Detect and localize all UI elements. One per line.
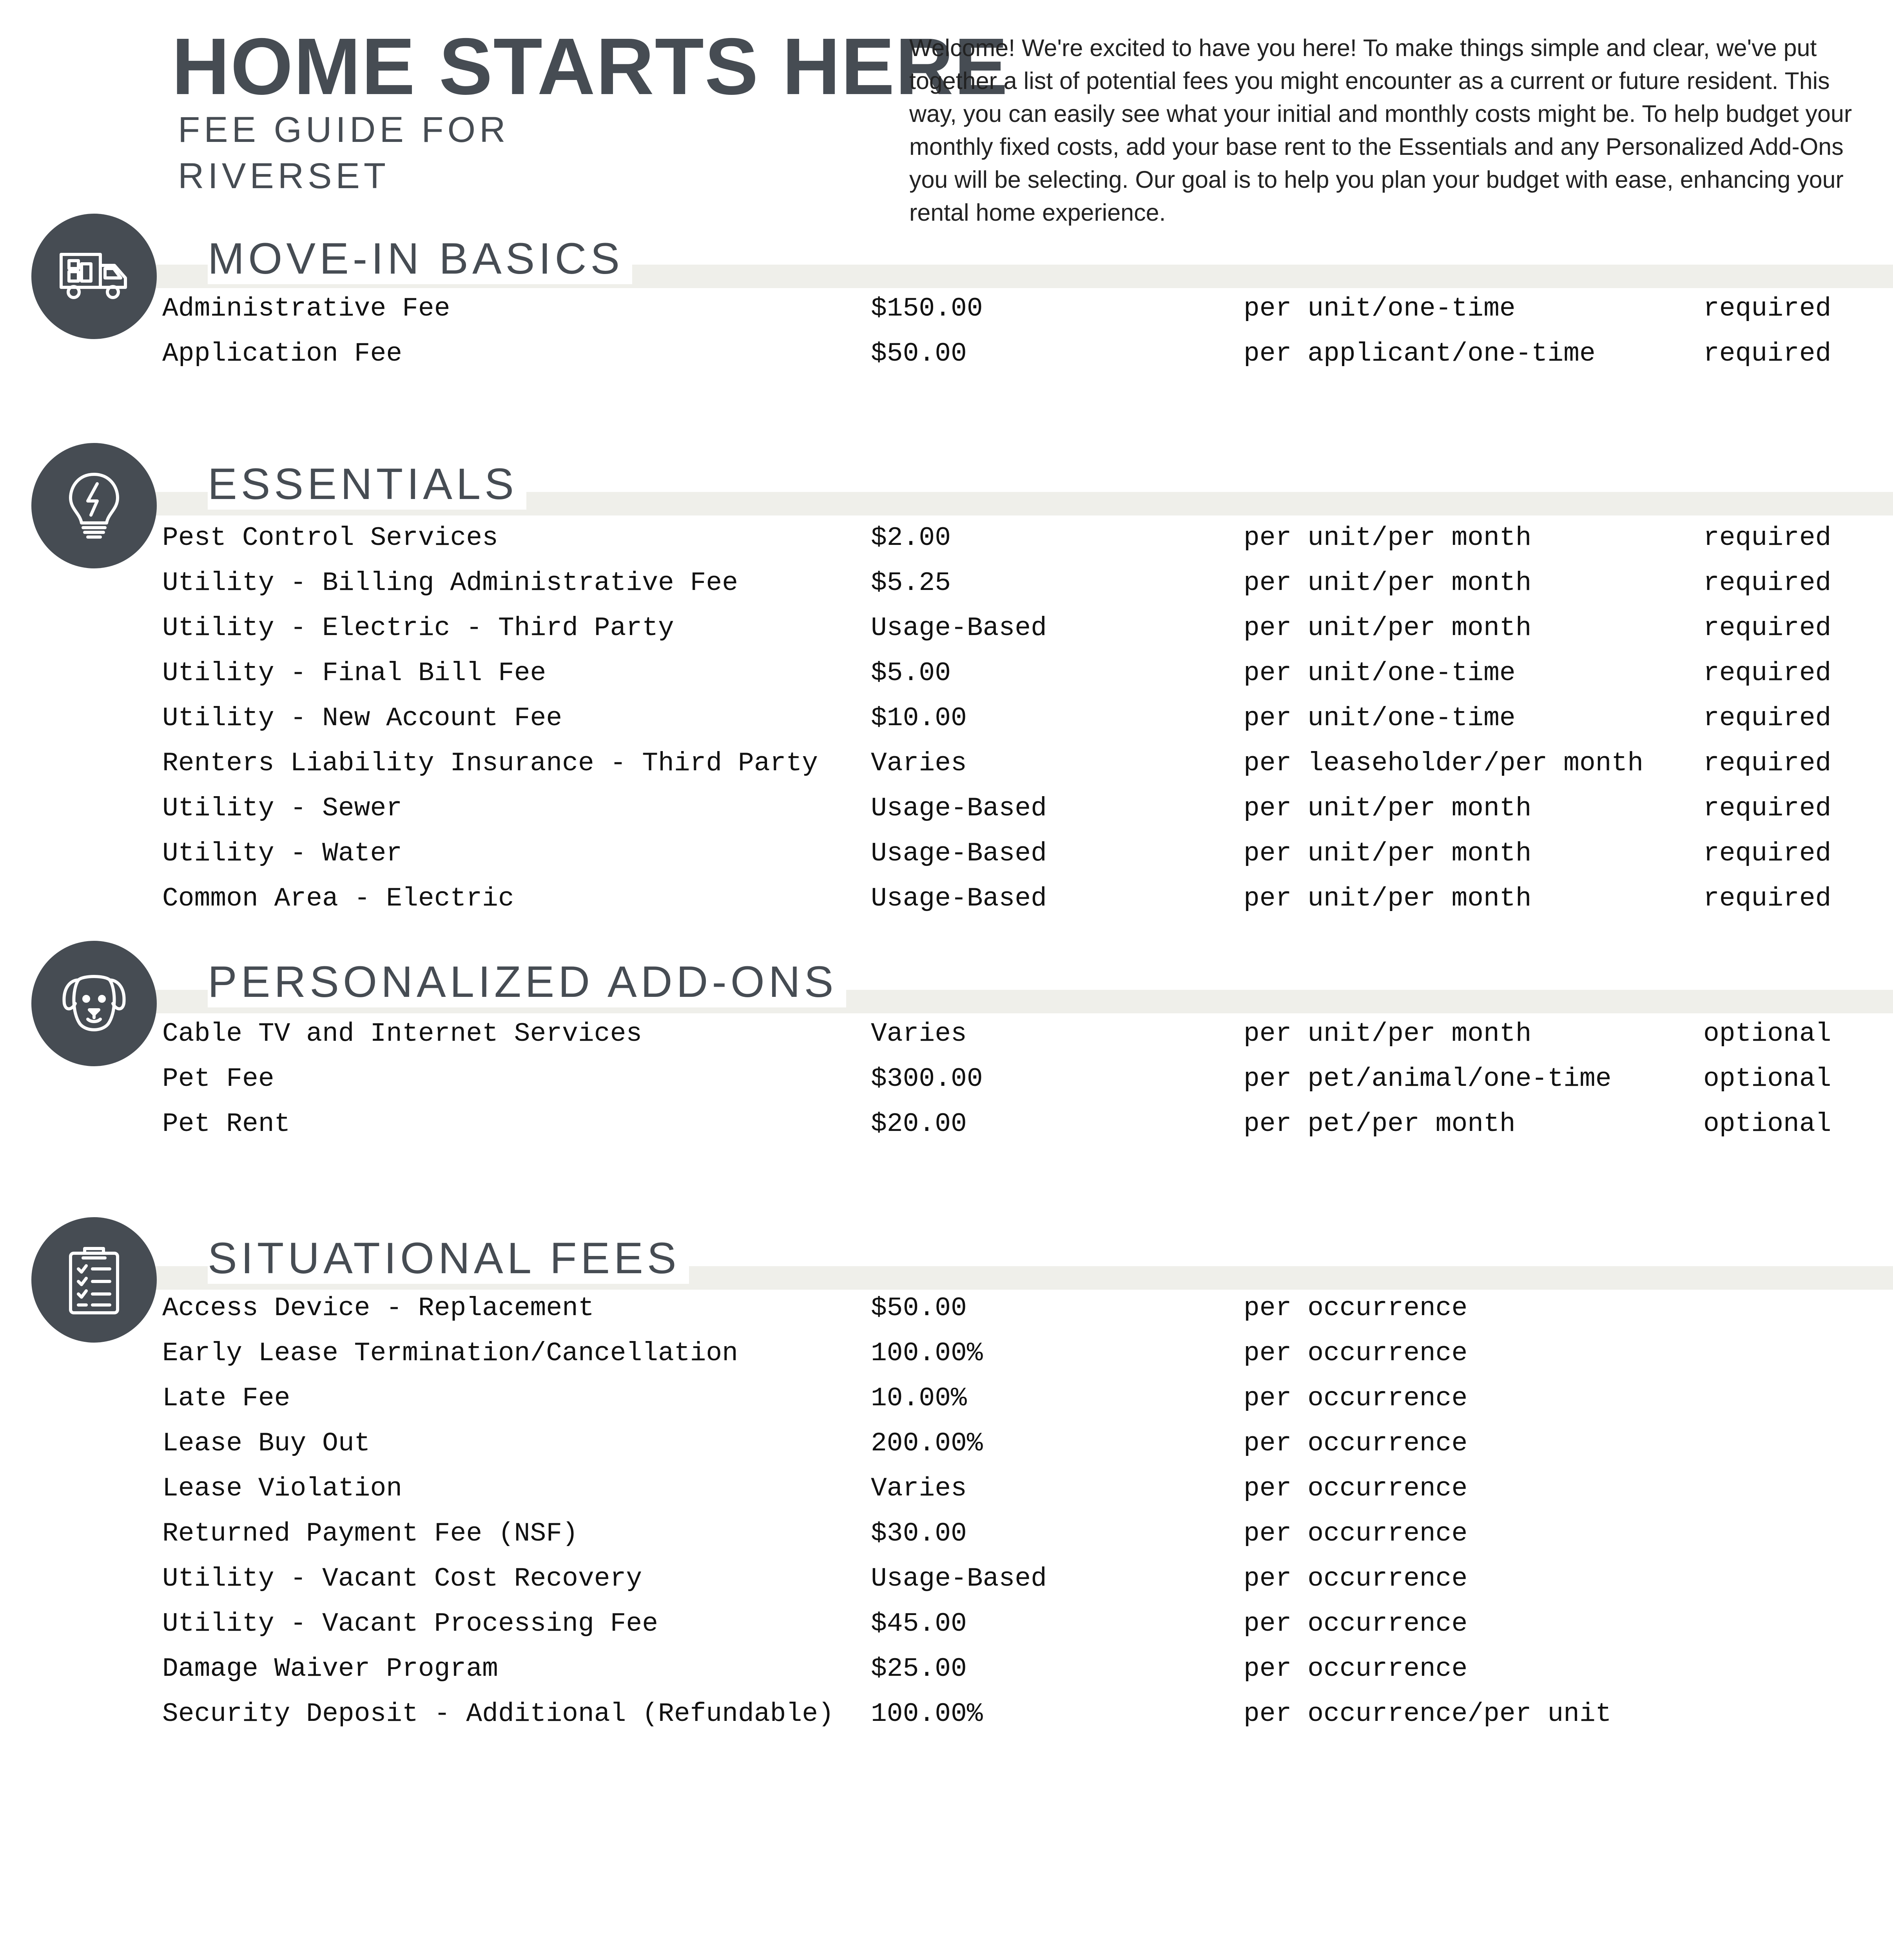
- fee-basis: per unit/one-time: [1244, 703, 1516, 733]
- fee-amount: Usage-Based: [871, 613, 1047, 643]
- fee-name: Utility - New Account Fee: [162, 703, 562, 733]
- fee-amount: $25.00: [871, 1654, 967, 1684]
- fee-name: Utility - Final Bill Fee: [162, 658, 546, 688]
- fee-basis: per leaseholder/per month: [1244, 748, 1644, 779]
- fee-name: Lease Violation: [162, 1474, 403, 1504]
- fee-list: [0, 1286, 1893, 1737]
- fee-row: [0, 831, 1893, 876]
- fee-name: Utility - Vacant Cost Recovery: [162, 1564, 642, 1594]
- fee-row: [0, 1331, 1893, 1376]
- fee-amount: 100.00%: [871, 1699, 983, 1729]
- fee-basis: per unit/per month: [1244, 613, 1532, 643]
- fee-row: [0, 1376, 1893, 1421]
- fee-amount: $30.00: [871, 1519, 967, 1549]
- fee-row: [0, 1102, 1893, 1147]
- fee-amount: Varies: [871, 1474, 967, 1504]
- subtitle-line-2: RIVERSET: [178, 156, 390, 196]
- fee-row: [0, 1421, 1893, 1466]
- fee-name: Pet Rent: [162, 1109, 290, 1139]
- fee-requirement: optional: [1703, 1109, 1831, 1139]
- fee-name: Application Fee: [162, 339, 403, 369]
- fee-basis: per unit/one-time: [1244, 294, 1516, 324]
- fee-name: Access Device - Replacement: [162, 1293, 594, 1323]
- fee-amount: $45.00: [871, 1609, 967, 1639]
- fee-requirement: optional: [1703, 1019, 1831, 1049]
- section-title: SITUATIONAL FEES: [208, 1233, 689, 1284]
- fee-basis: per unit/per month: [1244, 793, 1532, 824]
- fee-amount: 200.00%: [871, 1428, 983, 1459]
- fee-name: Pet Fee: [162, 1064, 274, 1094]
- fee-amount: $20.00: [871, 1109, 967, 1139]
- fee-requirement: required: [1703, 884, 1831, 914]
- fee-name: Common Area - Electric: [162, 884, 514, 914]
- fee-amount: Varies: [871, 748, 967, 779]
- page-subtitle: [178, 107, 531, 199]
- fee-row: [0, 286, 1893, 331]
- fee-requirement: required: [1703, 703, 1831, 733]
- fee-name: Cable TV and Internet Services: [162, 1019, 642, 1049]
- fee-basis: per unit/per month: [1244, 884, 1532, 914]
- fee-row: [0, 1511, 1893, 1556]
- subtitle-line-1: FEE GUIDE FOR: [178, 110, 510, 150]
- fee-amount: Usage-Based: [871, 884, 1047, 914]
- intro-paragraph: Welcome! We're excited to have you here! To make things simple and clear, we've put together a list of potential fees you might encounter as a current or future resident. This way, you can easily see what your initial and monthly costs might be. To help budget your monthly fixed costs, add your base rent to the Essentials and any Personalized Add-Ons you will be selecting. Our goal is to help you plan your budget with ease, enhancing your rental home experience.: [909, 34, 1852, 226]
- fee-requirement: required: [1703, 748, 1831, 779]
- fee-basis: per occurrence: [1244, 1338, 1468, 1368]
- fee-amount: $300.00: [871, 1064, 983, 1094]
- fee-requirement: required: [1703, 294, 1831, 324]
- fee-basis: per unit/per month: [1244, 568, 1532, 598]
- fee-basis: per occurrence: [1244, 1428, 1468, 1459]
- fee-basis: per pet/per month: [1244, 1109, 1516, 1139]
- fee-basis: per occurrence/per unit: [1244, 1699, 1612, 1729]
- fee-basis: per unit/per month: [1244, 838, 1532, 869]
- fee-name: Administrative Fee: [162, 294, 450, 324]
- fee-basis: per occurrence: [1244, 1564, 1468, 1594]
- fee-amount: $50.00: [871, 339, 967, 369]
- fee-basis: per unit/per month: [1244, 523, 1532, 553]
- fee-requirement: required: [1703, 793, 1831, 824]
- fee-name: Utility - Water: [162, 838, 403, 869]
- section-title: PERSONALIZED ADD-ONS: [208, 956, 846, 1007]
- fee-name: Utility - Billing Administrative Fee: [162, 568, 738, 598]
- fee-name: Damage Waiver Program: [162, 1654, 498, 1684]
- fee-row: [0, 515, 1893, 561]
- section-title: MOVE-IN BASICS: [208, 233, 632, 284]
- fee-amount: $2.00: [871, 523, 951, 553]
- fee-name: Renters Liability Insurance - Third Party: [162, 748, 818, 779]
- fee-requirement: optional: [1703, 1064, 1831, 1094]
- fee-requirement: required: [1703, 523, 1831, 553]
- fee-amount: $5.00: [871, 658, 951, 688]
- fee-row: [0, 786, 1893, 831]
- fee-list: [0, 515, 1893, 921]
- fee-amount: $10.00: [871, 703, 967, 733]
- fee-amount: Varies: [871, 1019, 967, 1049]
- fee-basis: per unit/one-time: [1244, 658, 1516, 688]
- fee-basis: per occurrence: [1244, 1519, 1468, 1549]
- fee-basis: per occurrence: [1244, 1474, 1468, 1504]
- fee-name: Returned Payment Fee (NSF): [162, 1519, 578, 1549]
- fee-basis: per occurrence: [1244, 1654, 1468, 1684]
- fee-requirement: required: [1703, 658, 1831, 688]
- fee-row: [0, 741, 1893, 786]
- fee-amount: $150.00: [871, 294, 983, 324]
- fee-amount: Usage-Based: [871, 838, 1047, 869]
- fee-basis: per occurrence: [1244, 1293, 1468, 1323]
- fee-basis: per unit/per month: [1244, 1019, 1532, 1049]
- fee-requirement: required: [1703, 568, 1831, 598]
- fee-name: Lease Buy Out: [162, 1428, 370, 1459]
- fee-basis: per occurrence: [1244, 1383, 1468, 1414]
- fee-amount: Usage-Based: [871, 793, 1047, 824]
- fee-row: [0, 1691, 1893, 1737]
- fee-row: [0, 1286, 1893, 1331]
- fee-list: [0, 286, 1893, 376]
- fee-row: [0, 876, 1893, 921]
- fee-row: [0, 1646, 1893, 1691]
- fee-row: [0, 331, 1893, 376]
- fee-row: [0, 1601, 1893, 1646]
- fee-name: Pest Control Services: [162, 523, 498, 553]
- fee-row: [0, 651, 1893, 696]
- section-title: ESSENTIALS: [208, 459, 526, 510]
- fee-name: Utility - Sewer: [162, 793, 403, 824]
- fee-amount: $5.25: [871, 568, 951, 598]
- fee-row: [0, 606, 1893, 651]
- fee-amount: $50.00: [871, 1293, 967, 1323]
- fee-basis: per pet/animal/one-time: [1244, 1064, 1612, 1094]
- fee-name: Late Fee: [162, 1383, 290, 1414]
- fee-row: [0, 561, 1893, 606]
- fee-name: Utility - Electric - Third Party: [162, 613, 674, 643]
- fee-basis: per applicant/one-time: [1244, 339, 1596, 369]
- fee-amount: 100.00%: [871, 1338, 983, 1368]
- fee-list: [0, 1011, 1893, 1147]
- fee-row: [0, 696, 1893, 741]
- fee-row: [0, 1466, 1893, 1511]
- fee-requirement: required: [1703, 838, 1831, 869]
- fee-amount: 10.00%: [871, 1383, 967, 1414]
- fee-row: [0, 1011, 1893, 1056]
- fee-name: Utility - Vacant Processing Fee: [162, 1609, 658, 1639]
- fee-basis: per occurrence: [1244, 1609, 1468, 1639]
- fee-name: Early Lease Termination/Cancellation: [162, 1338, 738, 1368]
- fee-amount: Usage-Based: [871, 1564, 1047, 1594]
- fee-row: [0, 1556, 1893, 1601]
- fee-requirement: required: [1703, 339, 1831, 369]
- fee-row: [0, 1056, 1893, 1102]
- fee-requirement: required: [1703, 613, 1831, 643]
- page-title: HOME STARTS HERE: [172, 22, 1009, 111]
- fee-name: Security Deposit - Additional (Refundable): [162, 1699, 834, 1729]
